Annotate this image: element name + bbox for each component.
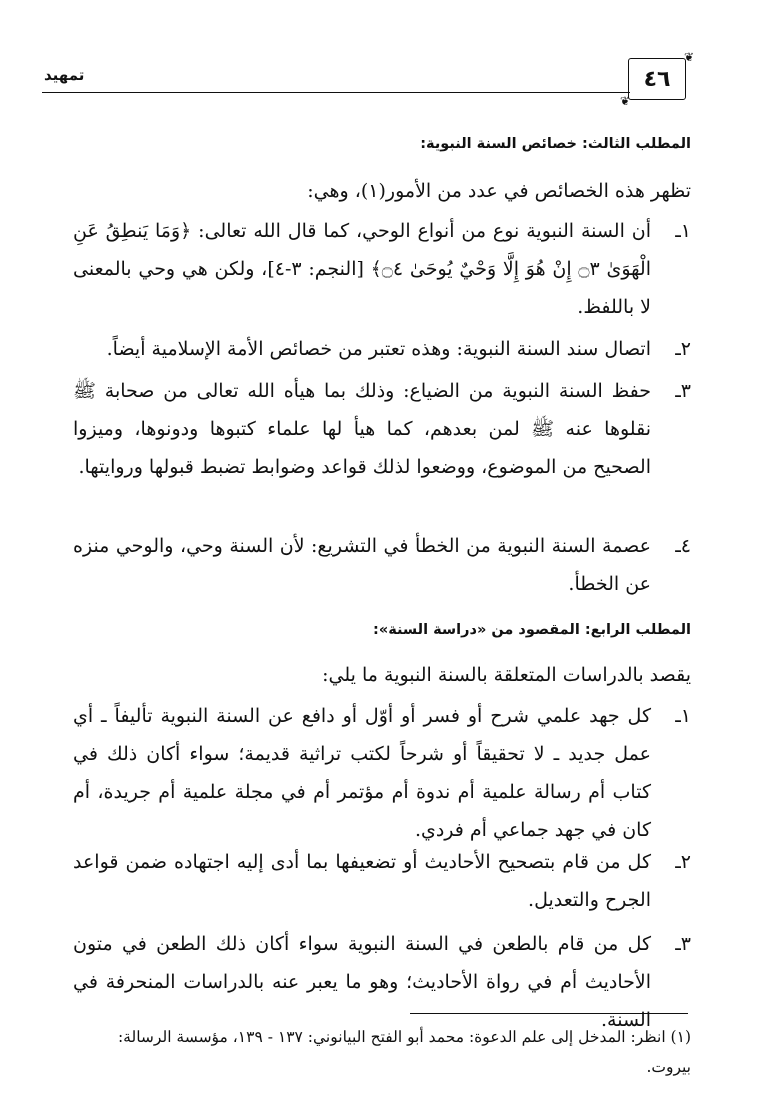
list-item	[73, 212, 691, 326]
item-number: ٢ـ	[675, 851, 691, 873]
item-text: كل من قام بتصحيح الأحاديث أو تضعيفها بما أدى إليه اجتهاده ضمن قواعد الجرح والتعديل.	[73, 851, 651, 911]
header-rule	[42, 92, 630, 93]
corner-ornament-icon: ❦	[620, 94, 631, 108]
list-item	[73, 372, 691, 486]
section-heading-characteristics: المطلب الثالث: خصائص السنة النبوية:	[420, 136, 691, 152]
item-number: ٣ـ	[675, 933, 691, 955]
item-text: عصمة السنة النبوية من الخطأ في التشريع: لأن السنة وحي، والوحي منزه عن الخطأ.	[73, 535, 651, 595]
list-item	[73, 843, 691, 919]
corner-ornament-icon: ❦	[683, 50, 694, 64]
footnote-rule	[410, 1013, 688, 1014]
item-text: كل جهد علمي شرح أو فسر أو أوّل أو دافع عن السنة النبوية تأليفاً ـ أي عمل جديد ـ لا تحقيقاً أو شرحاً لكتب تراثية قديمة؛ سواء أكان ذلك في كتاب أم رسالة علمية أم ندوة أم مؤتمر أم في مجلة علمية أم جريدة، أم كان في جهد جماعي أم فردي.	[73, 705, 651, 841]
list-item	[73, 330, 691, 368]
list-item	[73, 697, 691, 849]
footnote: (١) انظر: المدخل إلى علم الدعوة: محمد أبو الفتح البيانوني: ١٣٧ - ١٣٩، مؤسسة الرسالة: بيروت.	[117, 1028, 691, 1076]
page-number: ٤٦	[643, 66, 671, 92]
item-number: ٤ـ	[675, 535, 691, 557]
item-number: ٢ـ	[675, 338, 691, 360]
item-number: ٣ـ	[675, 380, 691, 402]
item-text: كل من قام بالطعن في السنة النبوية سواء أكان ذلك الطعن في متون الأحاديث أم في رواة الأحاديث؛ وهو ما يعبر عنه بالدراسات المنحرفة في السنة.	[73, 933, 651, 1031]
page-number-box	[620, 50, 694, 108]
list-item	[73, 527, 691, 603]
item-text: اتصال سند السنة النبوية: وهذه تعتبر من خصائص الأمة الإسلامية أيضاً.	[106, 338, 651, 360]
section-intro: تظهر هذه الخصائص في عدد من الأمور(١)، وهي:	[307, 180, 691, 202]
item-number: ١ـ	[675, 705, 691, 727]
item-number: ١ـ	[675, 220, 691, 242]
running-title: تمهيد	[44, 66, 85, 84]
item-text: حفظ السنة النبوية من الضياع: وذلك بما هيأه الله تعالى من صحابة ﷺ نقلوها عنه ﷺ لمن بعدهم، كما هيأ لها علماء كتبوها ودونوها، وميزوا الصحيح من الموضوع، ووضعوا لذلك قواعد وضوابط تضبط قبولها وروايتها.	[73, 380, 651, 478]
item-text: أن السنة النبوية نوع من أنواع الوحي، كما قال الله تعالى: ﴿وَمَا يَنطِقُ عَنِ الْهَوَىٰ ۝٣ إِنْ هُوَ إِلَّا وَحْيٌ يُوحَىٰ ۝٤﴾ [النجم: ٣-٤]، ولكن هي وحي بالمعنى لا باللفظ.	[73, 220, 651, 318]
section-intro: يقصد بالدراسات المتعلقة بالسنة النبوية ما يلي:	[322, 664, 691, 686]
section-heading-meaning: المطلب الرابع: المقصود من «دراسة السنة»:	[373, 622, 691, 638]
